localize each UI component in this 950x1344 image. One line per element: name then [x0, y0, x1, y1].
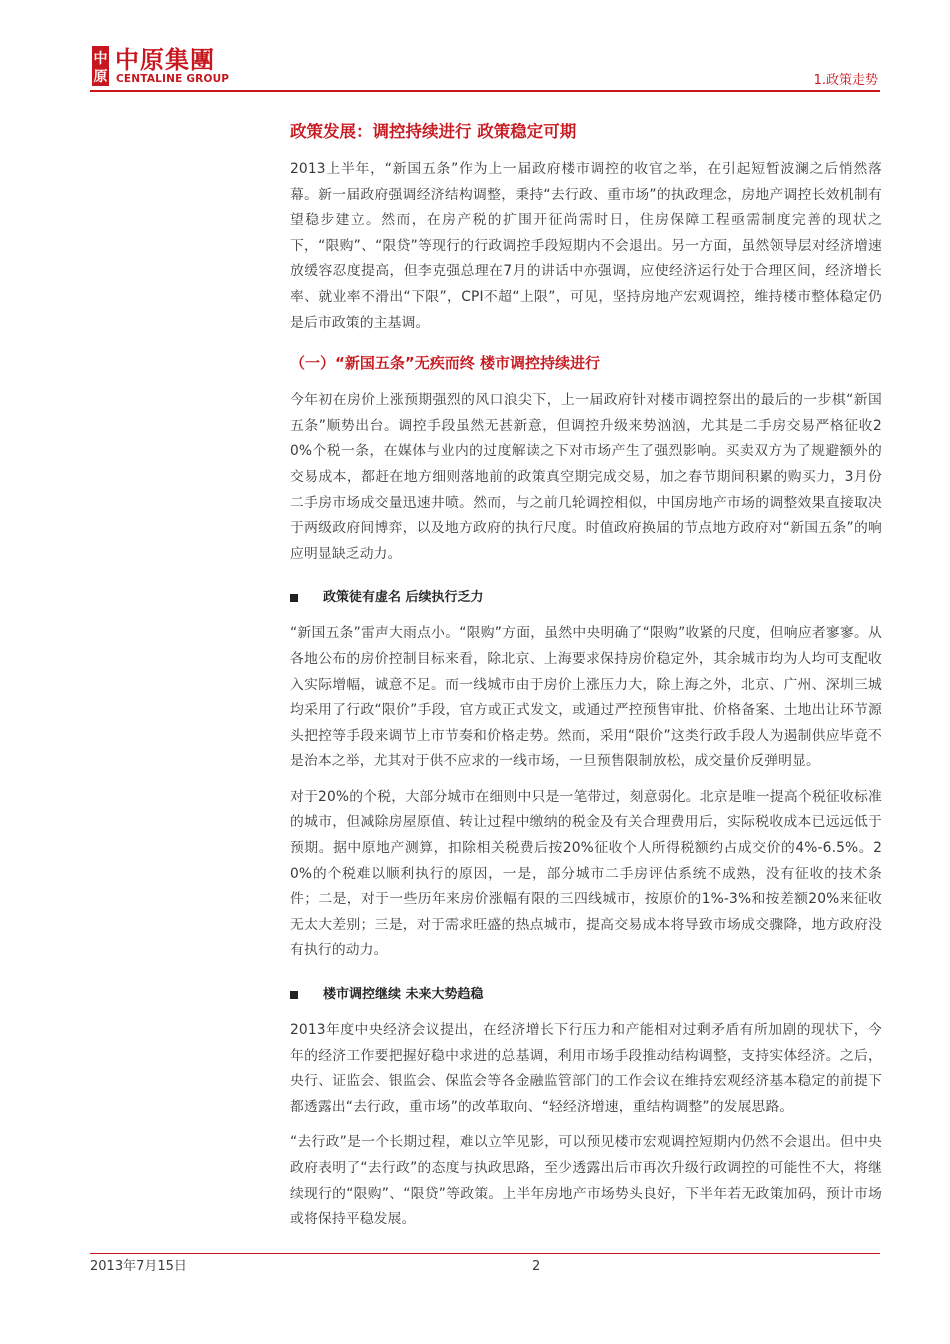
brand-name-en: CENTALINE GROUP: [116, 73, 230, 85]
page-number: 2: [532, 1259, 541, 1274]
svg-text:原: 原: [93, 69, 108, 85]
centaline-logo-mark-icon: [92, 46, 109, 86]
body-paragraph: 2013年度中央经济会议提出，在经济增长下行压力和产能相对过剩矛盾有所加剧的现状下，今年的经济工作要把握好稳中求进的总基调，利用市场手段推动结构调整，支持实体经济。之后，央行、证监会、银监会、保监会等各金融监管部门的工作会议在维持宏观经济基本稳定的前提下都透露出“去行政，重市场”的改革取向、“轻经济增速，重结构调整”的发展思路。: [290, 1022, 882, 1115]
footer-date: 2013年7月15日: [90, 1259, 187, 1274]
page-title: 政策发展：调控持续进行 政策稳定可期: [290, 122, 577, 141]
centaline-logo: [92, 46, 292, 86]
body-paragraph: 对于20%的个税，大部分城市在细则中只是一笔带过，刻意弱化。北京是唯一提高个税征收标准的城市，但减除房屋原值、转让过程中缴纳的税金及有关合理费用后，实际税收成本已远远低于预期。据中原地产测算，扣除相关税费后按20%征收个人所得税额约占成交价的4%-6.5%。20%的个税难以顺利执行的原因，一是，部分城市二手房评估系统不成熟，没有征收的技术条件；二是，对于一些历年来房价涨幅有限的三四线城市，按原价的1%-3%和按差额20%来征收无太大差别；三是，对于需求旺盛的热点城市，提高交易成本将导致市场成交骤降，地方政府没有执行的动力。: [290, 788, 882, 959]
footer-divider: [90, 1253, 880, 1254]
bullet-heading: [290, 986, 882, 1004]
section-label: 1.政策走势: [813, 73, 878, 88]
main-content: [290, 122, 882, 1243]
square-bullet-icon: [290, 594, 298, 602]
brand-name-cn: 中原集團: [115, 46, 215, 74]
header-divider: [90, 90, 880, 92]
svg-text:中: 中: [93, 51, 108, 67]
body-paragraph: “新国五条”雷声大雨点小。“限购”方面，虽然中央明确了“限购”收紧的尺度，但响应者寥寥。从各地公布的房价控制目标来看，除北京、上海要求保持房价稳定外，其余城市均为人均可支配收入实际增幅，诚意不足。而一线城市由于房价上涨压力大，除上海之外，北京、广州、深圳三城均采用了行政“限价”手段，官方或正式发文，或通过严控预售审批、价格备案、土地出让环节源头把控等手段来调节上市节奏和价格走势。然而，采用“限价”这类行政手段人为遏制供应毕竟不是治本之举，尤其对于供不应求的一线市场，一旦预售限制放松，成交量价反弹明显。: [290, 625, 882, 770]
bullet-heading: [290, 589, 882, 607]
body-paragraph: “去行政”是一个长期过程，难以立竿见影，可以预见楼市宏观调控短期内仍然不会退出。但中央政府表明了“去行政”的态度与执政思路，至少透露出后市再次升级行政调控的可能性不大，将继续现行的“限购”、“限贷”等政策。上半年房地产市场势头良好，下半年若无政策加码，预计市场或将保持平稳发展。: [290, 1134, 882, 1228]
intro-paragraph: 2013上半年，“新国五条”作为上一届政府楼市调控的收官之举，在引起短暂波澜之后悄然落幕。新一届政府强调经济结构调整，秉持“去行政、重市场”的执政理念，房地产调控长效机制有望稳步建立。然而，在房产税的扩围开征尚需时日，住房保障工程亟需制度完善的现状之下，“限购”、“限贷”等现行的行政调控手段短期内不会退出。另一方面，虽然领导层对经济增速放缓容忍度提高，但李克强总理在7月的讲话中亦强调，应使经济运行处于合理区间，经济增长率、就业率不滑出“下限”，CPI不超“上限”，可见，坚持房地产宏观调控，维持楼市整体稳定仍是后市政策的主基调。: [290, 161, 882, 331]
bullet-heading-text: 楼市调控继续 未来大势趋稳: [323, 987, 484, 1003]
section-paragraph: 今年初在房价上涨预期强烈的风口浪尖下，上一届政府针对楼市调控祭出的最后的一步棋“新国五条”顺势出台。调控手段虽然无甚新意，但调控升级来势汹汹，尤其是二手房交易严格征收20%个税一条，在媒体与业内的过度解读之下对市场产生了强烈影响。买卖双方为了规避额外的交易成本，都赶在地方细则落地前的政策真空期完成交易，加之春节期间积累的购买力，3月份二手房市场成交量迅速井喷。然而，与之前几轮调控相似，中国房地产市场的调整效果直接取决于两级政府间博弈，以及地方政府的执行尺度。时值政府换届的节点地方政府对“新国五条”的响应明显缺乏动力。: [290, 392, 882, 562]
bullet-heading-text: 政策徒有虚名 后续执行乏力: [323, 590, 484, 606]
section-heading: （一）“新国五条”无疾而终 楼市调控持续进行: [290, 354, 600, 373]
square-bullet-icon: [290, 991, 298, 999]
